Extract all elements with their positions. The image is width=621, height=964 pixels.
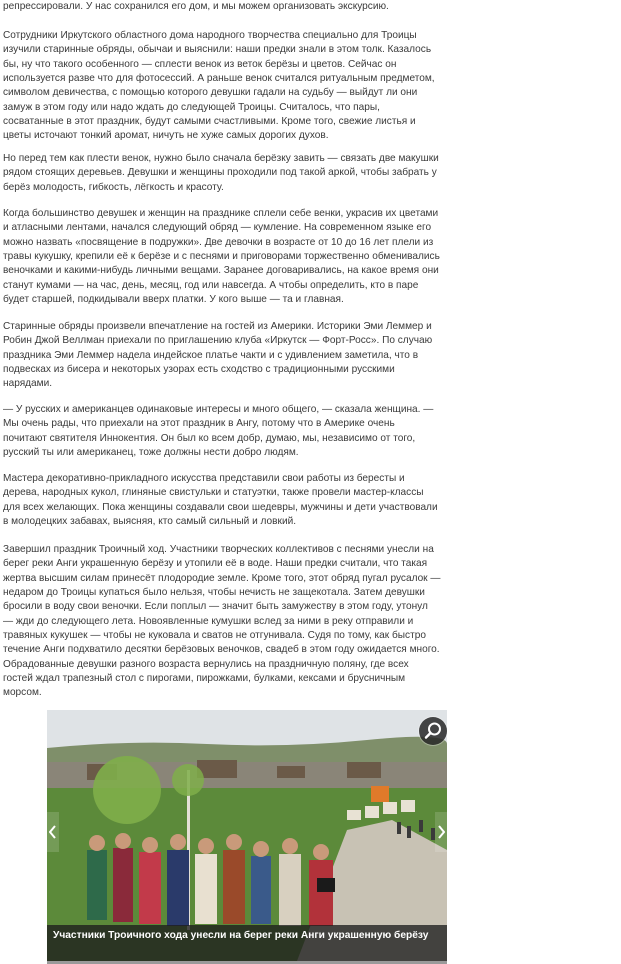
paragraph: Но перед тем как плести венок, нужно было сначала берёзку завить — связать две макушки рядом стоящих деревьев. Девушки и женщины проходили под такой аркой, чтобы забрать у берёз молодость, гибкость, лёгкость и красоту. [3,153,439,193]
photo-scene [47,710,447,961]
article-photo[interactable] [47,710,447,961]
zoom-button[interactable] [419,717,447,745]
next-photo-button[interactable] [435,812,447,852]
paragraph: репрессировали. У нас сохранился его дом, и мы можем организовать экскурсию. [3,1,389,12]
paragraph: Старинные обряды произвели впечатление на гостей из Америки. Историки Эми Леммер и Робин Джой Веллман приехали по приглашению клуба «Иркутск — Форт-Росс». По случаю праздника Эми Леммер надела индейское платье чакти и с удивлением заметила, что в подвесках из бисера и некоторых узорах есть сходство с традиционными русскими нарядами. [3,321,433,390]
photo-stall [371,786,389,802]
paragraph: Когда большинство девушек и женщин на празднике сплели себе венки, украсив их цветами и атласными лентами, начался следующий обряд — кумление. На современном языке его можно назвать «посвящение в подружки». Две девочки в возрасте от 10 до 16 лет плели из травы кукушку, крепили её к берёзе и с песнями и приговорами торжественно обменивались веночками и какими-нибудь личными вещами. Заранее договаривались, на какое время они станут кумами — на час, день, месяц, год или навсегда. А чтобы определить, кто в паре будет старшей, подкидывали вверх платки. У кого выше — та и главная. [3,208,440,306]
photo-birch-crown [93,756,161,824]
paragraph: Мастера декоративно-прикладного искусства представили свои работы из бересты и дерева, народных кукол, глиняные свистульки и статуэтки, также провели мастер-классы для всех желающих. Пока женщины создавали свои шедевры, мужчины и дети участвовали в молодецких забавах, выясняя, кто самый сильный и ловкий. [3,473,438,528]
prev-photo-button[interactable] [47,812,59,852]
caption-bar [47,925,447,961]
paragraph: Сотрудники Иркутского областного дома народного творчества специально для Троицы изучили старинные обряды, обычаи и выяснили: наши предки знали в этом толк. Казалось бы, ну что такого особенного — сплести венок из веток берёзы и цветов. Сейчас он используется разве что для фотосессий. А раньше венок считался ритуальным предметом, символом девичества, с помощью которого девушки гадали на судьбу — выйдут ли они замуж в этом году или надо ждать до следующей Троицы. Считалось, что пары, сосватанные в этот праздник, будут самыми счастливыми. Кроме того, свежие листья и цветы источают тонкий аромат, ничуть не хуже самых дорогих духов. [3,30,435,142]
chevron-left-icon [49,825,57,839]
photo-crowd [87,833,335,926]
paragraph: — У русских и американцев одинаковые интересы и много общего, — сказала женщина. — Мы очень рады, что приехали на этот праздник в Ангу, потому что в Америке очень почитают святителя Иннокентия. Он был ко всем добр, думаю, мы, независимо от того, русский ты или американец, тоже должны нести добро людям. [3,404,434,459]
photo-caption: Участники Троичного хода унесли на берег реки Анги украшенную берёзу [53,930,429,941]
chevron-right-icon [437,825,445,839]
paragraph: Завершил праздник Троичный ход. Участники творческих коллективов с песнями унесли на берег реки Анги украшенную берёзу и утопили её в воде. Наши предки считали, что такая жертва высшим силам принесёт плодородие земле. Кроме того, этот обряд пугал русалок — недаром до Троицы купаться было нельзя, чтобы нечисть не защекотала. Затем девушки бросили в воду свои веночки. Если поплыл — значит быть замужеству в этом году, утонул — жди до следующего лета. Новоявленные кумушки вслед за ними в реку отправили и травяных кукушек — чтобы не куковала и сватов не отгунивала. Судя по тому, как быстро течение Анги подхватило десятки берёзовых веночков, свадеб в этом году ожидается много. Обрадованные девушки разного возраста вернулись на праздничную поляну, где всех гостей ждал трапезный стол с пирогами, пирожками, булками, кексами и брусничным морсом. [3,544,441,699]
magnifier-icon [419,717,447,745]
